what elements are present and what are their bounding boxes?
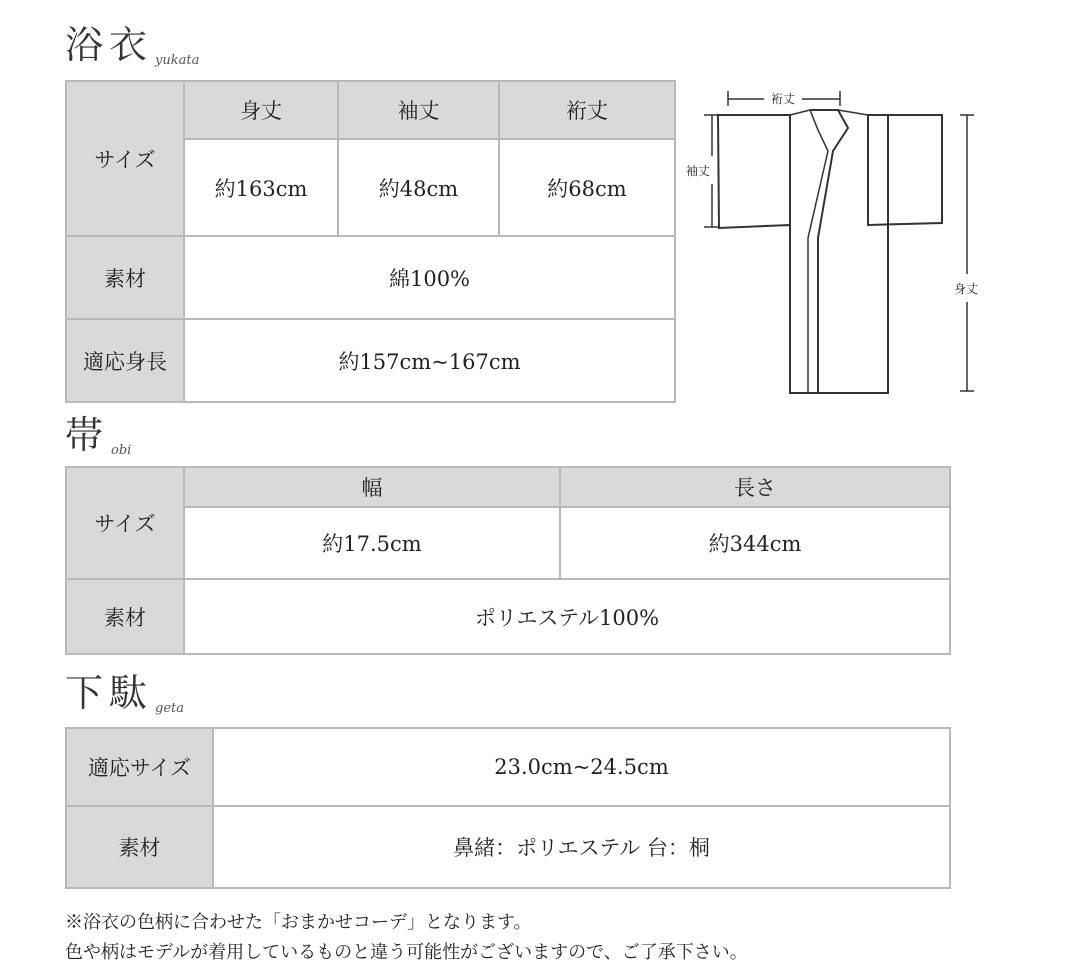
yukata-title: 浴衣	[65, 23, 154, 67]
geta-title: 下駄	[65, 671, 154, 715]
obi-header-length: 長さ	[560, 467, 950, 507]
note-line-1: ※浴衣の色柄に合わせた「おまかせコーデ」となります。	[65, 912, 532, 933]
yukata-value-yukitake: 約68cm	[499, 139, 675, 236]
yukata-section-title	[65, 23, 200, 68]
yukata-material-label: 素材	[66, 236, 184, 319]
obi-material-value: ポリエステル100%	[184, 579, 950, 654]
diagram-label-sode: 袖丈	[685, 164, 711, 178]
obi-value-length: 約344cm	[560, 507, 950, 579]
geta-size-value: 23.0cm~24.5cm	[213, 728, 950, 806]
notes	[65, 908, 748, 968]
yukata-header-yukitake: 裄丈	[499, 81, 675, 139]
geta-section-title	[65, 671, 185, 716]
geta-spec-table	[65, 727, 951, 889]
obi-spec-table	[65, 466, 951, 655]
obi-header-width: 幅	[184, 467, 560, 507]
geta-material-label: 素材	[66, 806, 213, 888]
yukata-header-sodetake: 袖丈	[338, 81, 499, 139]
obi-material-label: 素材	[66, 579, 184, 654]
obi-section-title	[65, 413, 132, 458]
obi-size-label: サイズ	[66, 467, 184, 579]
yukata-value-sodetake: 約48cm	[338, 139, 499, 236]
yukata-subtitle: yukata	[155, 53, 200, 68]
obi-subtitle: obi	[111, 443, 132, 458]
yukata-height-value: 約157cm~167cm	[184, 319, 675, 402]
obi-value-width: 約17.5cm	[184, 507, 560, 579]
obi-title: 帯	[65, 413, 110, 457]
geta-size-label: 適応サイズ	[66, 728, 213, 806]
yukata-height-label: 適応身長	[66, 319, 184, 402]
diagram-label-mitake: 身丈	[953, 282, 979, 296]
geta-material-value: 鼻緒：ポリエステル 台：桐	[213, 806, 950, 888]
yukata-diagram	[680, 88, 980, 398]
yukata-value-mitake: 約163cm	[184, 139, 338, 236]
yukata-size-label: サイズ	[66, 81, 184, 236]
diagram-label-yuki: 裄丈	[770, 92, 796, 106]
yukata-material-value: 綿100%	[184, 236, 675, 319]
note-line-2: 色や柄はモデルが着用しているものと違う可能性がございますので、ご了承下さい。	[65, 942, 748, 963]
yukata-spec-table	[65, 80, 676, 403]
yukata-header-mitake: 身丈	[184, 81, 338, 139]
geta-subtitle: geta	[155, 701, 185, 716]
